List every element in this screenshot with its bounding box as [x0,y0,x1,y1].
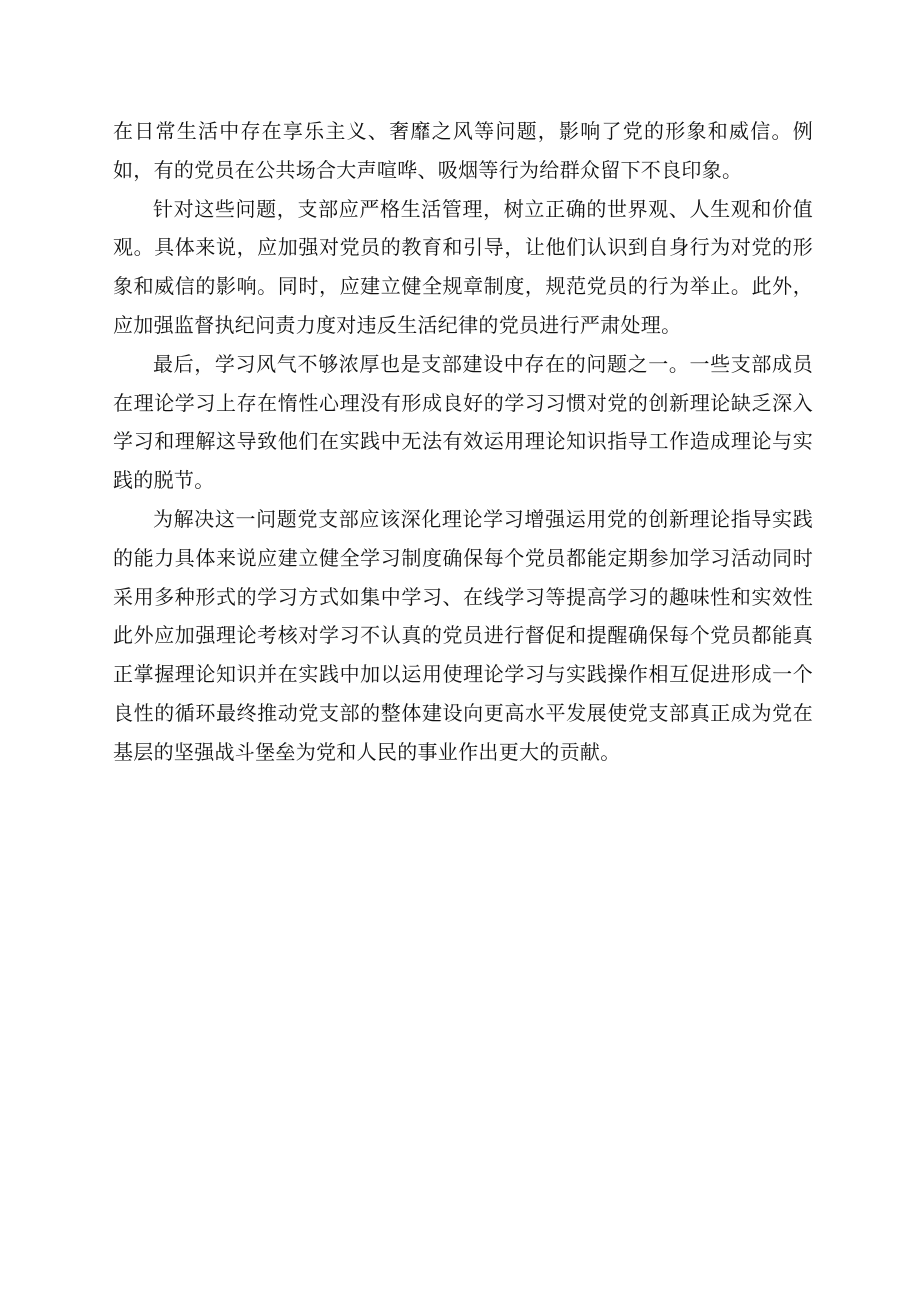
paragraph-3: 最后，学习风气不够浓厚也是支部建设中存在的问题之一。一些支部成员在理论学习上存在惰性心理没有形成良好的学习习惯对党的创新理论缺乏深入学习和理解这导致他们在实践中无法有效运用理论知识指导工作造成理论与实践的脱节。 [113,351,813,493]
document-body [113,112,813,772]
paragraph-4: 为解决这一问题党支部应该深化理论学习增强运用党的创新理论指导实践的能力具体来说应建立健全学习制度确保每个党员都能定期参加学习活动同时采用多种形式的学习方式如集中学习、在线学习等提高学习的趣味性和实效性此外应加强理论考核对学习不认真的党员进行督促和提醒确保每个党员都能真正掌握理论知识并在实践中加以运用使理论学习与实践操作相互促进形成一个良性的循环最终推动党支部的整体建设向更高水平发展使党支部真正成为党在基层的坚强战斗堡垒为党和人民的事业作出更大的贡献。 [113,506,813,764]
paragraph-2: 针对这些问题，支部应严格生活管理，树立正确的世界观、人生观和价值观。具体来说，应加强对党员的教育和引导，让他们认识到自身行为对党的形象和威信的影响。同时，应建立健全规章制度，规范党员的行为举止。此外，应加强监督执纪问责力度对违反生活纪律的党员进行严肃处理。 [113,196,813,337]
paragraph-1: 在日常生活中存在享乐主义、奢靡之风等问题，影响了党的形象和威信。例如，有的党员在公共场合大声喧哗、吸烟等行为给群众留下不良印象。 [113,119,813,182]
